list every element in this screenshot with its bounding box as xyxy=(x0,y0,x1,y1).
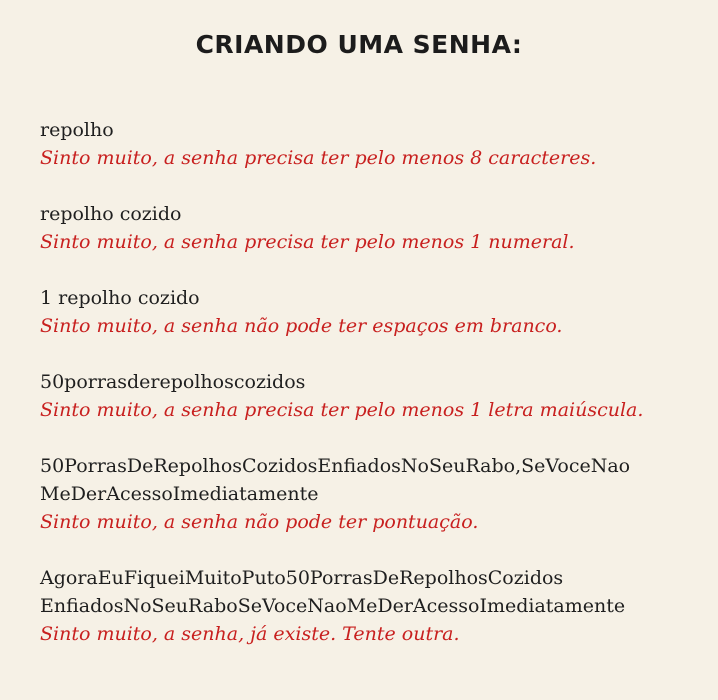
attempt-text: AgoraEuFiqueiMuitoPuto50PorrasDeRepolhosCozidos xyxy=(40,567,564,589)
attempt-entry-4 xyxy=(40,368,710,424)
attempt-text: 1 repolho cozido xyxy=(40,287,200,309)
error-message: Sinto muito, a senha não pode ter pontuação. xyxy=(40,511,479,533)
error-message: Sinto muito, a senha precisa ter pelo menos 1 letra maiúscula. xyxy=(40,399,644,421)
page-title: CRIANDO UMA SENHA: xyxy=(195,30,523,59)
attempt-entry-3 xyxy=(40,284,710,340)
attempt-text: 50porrasderepolhoscozidos xyxy=(40,371,306,393)
attempt-entry-6 xyxy=(40,564,710,648)
error-message: Sinto muito, a senha precisa ter pelo menos 8 caracteres. xyxy=(40,147,597,169)
attempt-text-continued: MeDerAcessoImediatamente xyxy=(40,483,319,505)
error-message: Sinto muito, a senha, já existe. Tente outra. xyxy=(40,623,460,645)
attempt-text: repolho xyxy=(40,119,114,141)
attempt-text-continued: EnfiadosNoSeuRaboSeVoceNaoMeDerAcessoImediatamente xyxy=(40,595,626,617)
attempt-entry-5 xyxy=(40,452,710,536)
attempt-text: repolho cozido xyxy=(40,203,182,225)
error-message: Sinto muito, a senha precisa ter pelo menos 1 numeral. xyxy=(40,231,575,253)
error-message: Sinto muito, a senha não pode ter espaços em branco. xyxy=(40,315,563,337)
attempt-entry-1 xyxy=(40,116,710,172)
password-attempts-list xyxy=(40,116,710,676)
attempt-text: 50PorrasDeRepolhosCozidosEnfiadosNoSeuRabo,SeVoceNao xyxy=(40,455,631,477)
attempt-entry-2 xyxy=(40,200,710,256)
